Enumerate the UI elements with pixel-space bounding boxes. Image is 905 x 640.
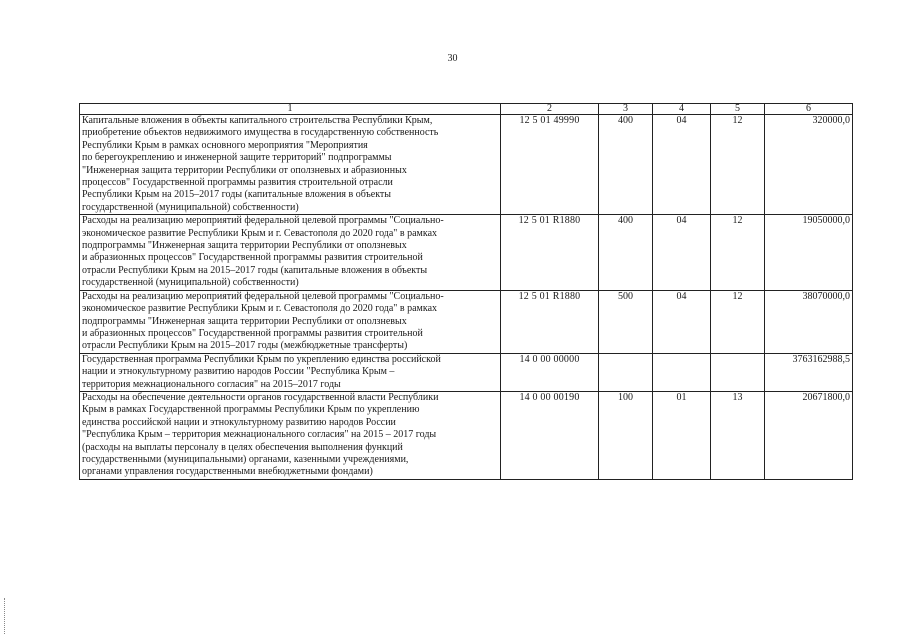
description-line: подпрограммы "Инженерная защита территории Республики от оползневых (82, 315, 407, 327)
description-line: "Республика Крым – территория межнационального согласия" на 2015 – 2017 годы (82, 429, 437, 441)
column-header-2: 2 (501, 104, 599, 115)
description-line: Расходы на реализацию мероприятий федеральной целевой программы "Социально- (82, 290, 444, 302)
column-header-5: 5 (711, 104, 765, 115)
row-col5: 13 (711, 391, 765, 479)
table-row (80, 391, 853, 479)
column-header-6: 6 (765, 104, 853, 115)
description-line: приобретение объектов недвижимого имущества в государственную собственность (82, 127, 439, 139)
column-header-1: 1 (80, 104, 501, 115)
row-col4: 01 (653, 391, 711, 479)
row-code: 12 5 01 R1880 (501, 290, 599, 353)
description-line: нации и этнокультурному развитию народов России "Республика Крым – (82, 366, 395, 378)
budget-table (79, 103, 853, 480)
row-col4: 04 (653, 215, 711, 290)
table-row (80, 290, 853, 353)
row-description (80, 115, 501, 215)
row-amount: 38070000,0 (765, 290, 853, 353)
description-line: процессов" Государственной программы развития строительной отрасли (82, 177, 393, 189)
description-line: государственной (муниципальной) собственности) (82, 201, 299, 213)
table-row (80, 353, 853, 391)
description-line: государственными (муниципальными) органами, казенными учреждениями, (82, 453, 409, 465)
row-amount: 19050000,0 (765, 215, 853, 290)
row-col5 (711, 353, 765, 391)
row-col3: 400 (599, 215, 653, 290)
column-header-4: 4 (653, 104, 711, 115)
row-amount: 320000,0 (765, 115, 853, 215)
row-code: 12 5 01 R1880 (501, 215, 599, 290)
description-line: (расходы на выплаты персоналу в целях обеспечения выполнения функций (82, 441, 403, 453)
row-description (80, 353, 501, 391)
table-row (80, 115, 853, 215)
description-line: Республики Крым на 2015–2017 годы (капитальные вложения в объекты (82, 189, 392, 201)
description-line: по берегоукреплению и инженерной защите территорий" подпрограммы (82, 152, 392, 164)
row-col4: 04 (653, 115, 711, 215)
description-line: экономическое развитие Республики Крым и г. Севастополя до 2020 года" в рамках (82, 303, 438, 315)
description-line: Республики Крым в рамках основного мероприятия "Мероприятия (82, 139, 368, 151)
row-col3: 500 (599, 290, 653, 353)
description-line: экономическое развитие Республики Крым и г. Севастополя до 2020 года" в рамках (82, 227, 438, 239)
column-header-3: 3 (599, 104, 653, 115)
description-line: органами управления государственными внебюджетными фондами) (82, 466, 373, 478)
description-line: территория межнационального согласия" на 2015–2017 годы (82, 378, 341, 390)
description-line: единства российской нации и этнокультурному развитию народов России (82, 416, 396, 428)
description-line: Государственная программа Республики Крым по укреплению единства российской (82, 353, 441, 365)
description-line: государственной (муниципальной) собственности) (82, 277, 299, 289)
table-body (80, 115, 853, 480)
page-number: 30 (447, 53, 458, 64)
row-code: 14 0 00 00000 (501, 353, 599, 391)
table-row (80, 215, 853, 290)
description-line: Крым в рамках Государственной программы Республики Крым по укреплению (82, 404, 420, 416)
row-col4: 04 (653, 290, 711, 353)
description-line: отрасли Республики Крым на 2015–2017 годы (межбюджетные трансферты) (82, 340, 408, 352)
row-col5: 12 (711, 115, 765, 215)
description-line: Капитальные вложения в объекты капитального строительства Республики Крым, (82, 115, 433, 126)
row-col4 (653, 353, 711, 391)
row-amount: 20671800,0 (765, 391, 853, 479)
description-line: и абразионных процессов" Государственной программы развития строительной (82, 327, 423, 339)
margin-mark (4, 598, 6, 634)
description-line: Расходы на обеспечение деятельности органов государственной власти Республики (82, 391, 439, 403)
row-description (80, 215, 501, 290)
row-col5: 12 (711, 290, 765, 353)
row-col3 (599, 353, 653, 391)
description-line: "Инженерная защита территории Республики от оползневых и абразионных (82, 164, 407, 176)
row-description (80, 391, 501, 479)
row-col5: 12 (711, 215, 765, 290)
row-col3: 100 (599, 391, 653, 479)
description-line: Расходы на реализацию мероприятий федеральной целевой программы "Социально- (82, 215, 444, 227)
description-line: и абразионных процессов" Государственной программы развития строительной (82, 252, 423, 264)
description-line: подпрограммы "Инженерная защита территории Республики от оползневых (82, 240, 407, 252)
row-description (80, 290, 501, 353)
table-header-row (80, 104, 853, 115)
description-line: отрасли Республики Крым на 2015–2017 годы (капитальные вложения в объекты (82, 264, 428, 276)
row-col3: 400 (599, 115, 653, 215)
row-code: 14 0 00 00190 (501, 391, 599, 479)
row-amount: 3763162988,5 (765, 353, 853, 391)
row-code: 12 5 01 49990 (501, 115, 599, 215)
